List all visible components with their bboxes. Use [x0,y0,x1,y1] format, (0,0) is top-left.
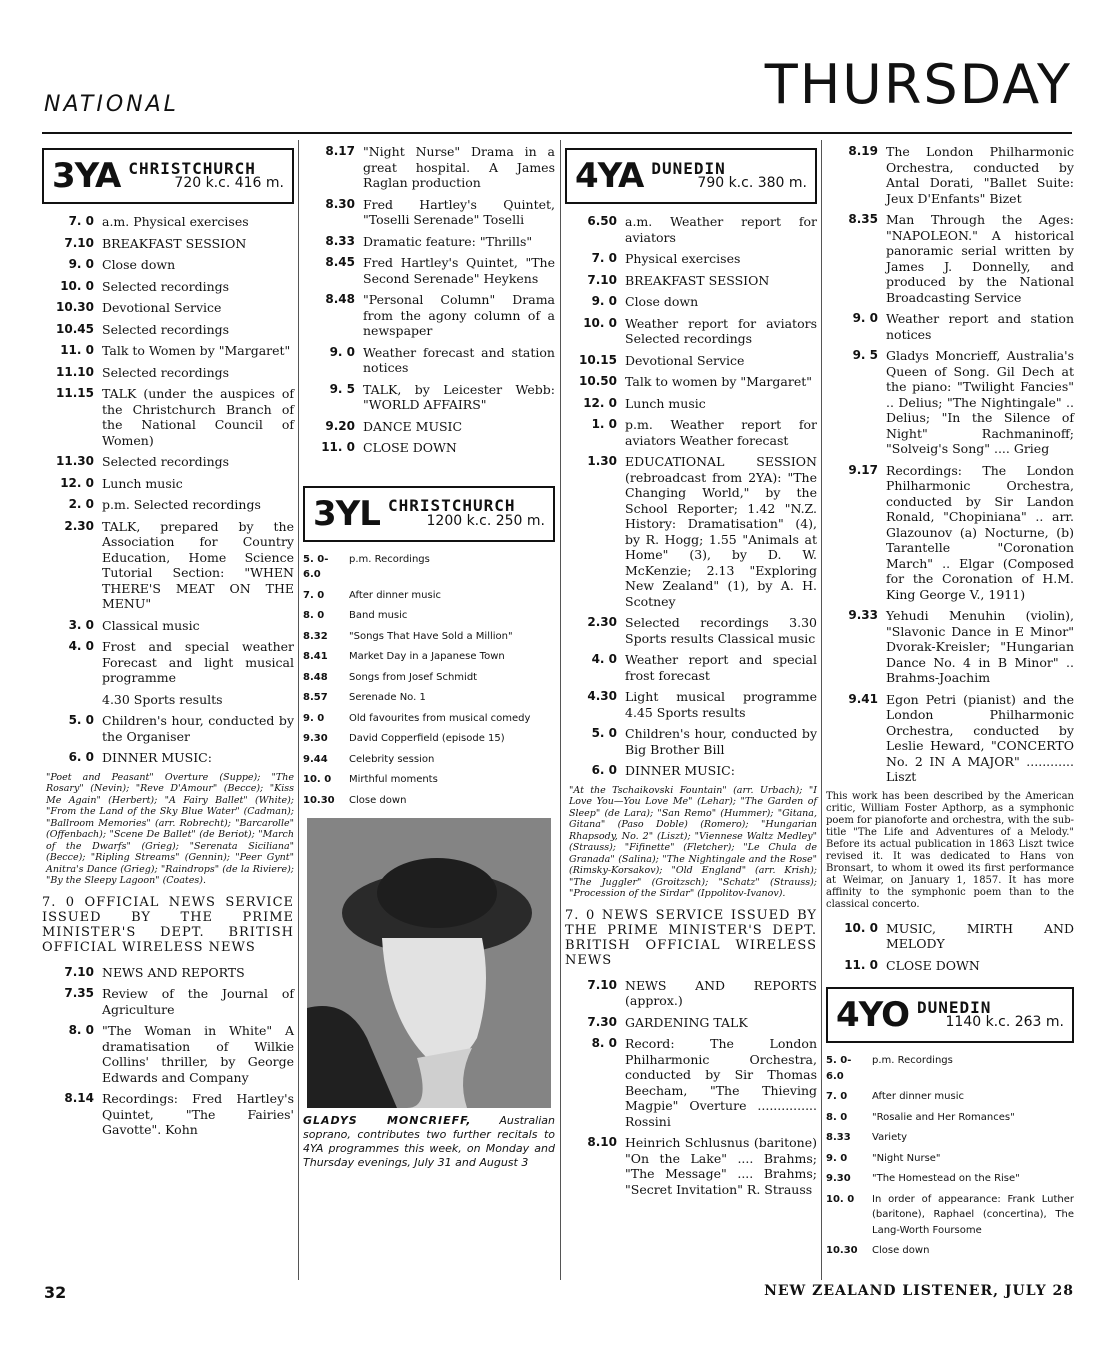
schedule-item [42,322,294,338]
schedule-description: Fred Hartley's Quintet, "Toselli Serenade" Toselli [363,196,555,227]
schedule-description: In order of appearance: Frank Luther (baritone), Raphael (concertina), The Lang-Worth Foursome [872,1193,1074,1236]
schedule-item [565,294,817,310]
schedule-description: After dinner music [872,1091,965,1102]
schedule-description: Weather report for aviators Selected recordings [625,315,817,346]
schedule-item [565,615,817,646]
schedule-description: Children's hour, conducted by Big Brother Bill [625,726,817,757]
schedule-item [303,382,555,413]
schedule-item [303,629,555,645]
schedule-time: 7.10 [64,235,94,250]
schedule-description: Light musical programme 4.45 Sports results [625,689,817,720]
schedule-time: 10.15 [579,352,617,367]
schedule-item [565,454,817,609]
schedule-time: 9.41 [848,691,878,706]
schedule-description: "Songs That Have Sold a Million" [349,630,513,642]
schedule-description: "Personal Column" Drama from the agony column of a newspaper [363,292,555,338]
schedule-time: 1.30 [587,454,617,468]
schedule-list [565,214,817,779]
schedule-item [565,374,817,390]
schedule-item [565,978,817,1009]
schedule-item [303,345,555,376]
station-box-3ya [42,148,294,204]
schedule-description: Frost and special weather Forecast and light musical programme [102,639,294,685]
schedule-time: 8.48 [303,671,328,683]
schedule-time: 9. 5 [329,381,355,396]
schedule-time: 10. 0 [303,774,332,785]
schedule-item [42,692,294,708]
schedule-item [826,212,1074,305]
schedule-time: 9.33 [848,608,878,622]
schedule-item [565,689,817,720]
schedule-time: 9.17 [848,462,878,477]
schedule-time: 2.30 [587,615,617,629]
station-box-4ya [565,148,817,204]
column-divider [821,140,822,1280]
schedule-item [303,793,555,809]
schedule-time: 7.10 [64,964,94,979]
schedule-time: 7.10 [587,977,617,992]
schedule-item [565,417,817,448]
caption-name: GLADYS MONCRIEFF, [303,1114,472,1127]
schedule-description: Selected recordings [102,321,230,337]
schedule-time [42,692,102,708]
schedule-item [42,497,294,513]
schedule-time: 8. 0 [303,610,325,621]
schedule-description: Songs from Josef Schmidt [349,671,478,683]
schedule-description: Selected recordings [102,364,230,380]
schedule-item [565,763,817,779]
schedule-time: 8.30 [325,196,355,211]
section-label: NATIONAL [44,92,179,117]
schedule-list [42,214,294,766]
schedule-time: 8.33 [325,233,355,248]
schedule-list [826,1053,1074,1259]
schedule-item [303,144,555,191]
schedule-time: 10.30 [826,1245,858,1256]
schedule-item [303,711,555,727]
schedule-time: 9. 0 [591,294,617,308]
schedule-description: Man Through the Ages: "NAPOLEON." A historical panoramic serial written by James J. Donnelly, and produced by the National Broadcasting Service [886,212,1074,305]
schedule-description: Recordings: The London Philharmonic Orchestra, conducted by Sir Landon Ronald, "Chopiniana" .. arr. Glazounov (a) Nocturne, (b) Tarantelle "Coronation March" .. Elgar (Composed for the Coronation of H.M. King George V., 1911) [886,462,1074,602]
schedule-item [303,552,555,583]
schedule-item [42,1023,294,1085]
schedule-time: 9. 0 [852,311,878,325]
schedule-time: 8.14 [64,1091,94,1105]
schedule-item [303,649,555,665]
header-rule [42,132,1072,134]
schedule-description: Close down [102,257,176,272]
schedule-time: 9.30 [303,733,328,744]
schedule-item [42,454,294,470]
schedule-description: Weather forecast and station notices [363,344,555,375]
schedule-item [303,752,555,768]
station-callsign: 3YA [52,156,121,196]
schedule-item [42,343,294,359]
schedule-item [303,690,555,706]
schedule-item [42,214,294,230]
schedule-item [303,419,555,435]
schedule-time: 8.41 [303,651,328,662]
schedule-description: 4.30 Sports results [102,691,223,707]
schedule-item [826,1053,1074,1084]
schedule-description: Old favourites from musical comedy [349,712,531,724]
schedule-item [42,365,294,381]
schedule-description: Heinrich Schlusnus (baritone) "On the Lake" .... Brahms; "The Message" .... Brahms; "Secret Invitation" R. Strauss [625,1135,817,1197]
station-box-4yo [826,987,1074,1043]
schedule-description: MUSIC, MIRTH AND MELODY [886,920,1074,951]
schedule-time: 11.10 [56,364,94,379]
schedule-time: 8.17 [325,144,355,158]
schedule-item [565,353,817,369]
schedule-item [303,197,555,228]
schedule-item [42,1091,294,1138]
station-city: DUNEDIN [916,997,992,1017]
schedule-time: 2.30 [64,518,94,533]
schedule-description: p.m. Recordings [349,553,430,565]
schedule-item [565,1036,817,1129]
schedule-item [42,965,294,981]
station-city: DUNEDIN [651,158,726,178]
station-frequency: 1200 k.c. 250 m. [426,512,545,529]
schedule-item [42,639,294,686]
schedule-description: Serenade No. 1 [349,692,426,703]
station-frequency: 1140 k.c. 263 m. [945,1014,1064,1030]
schedule-time: 9.44 [303,753,328,765]
schedule-time: 7. 0 [303,589,325,601]
schedule-item [565,273,817,289]
schedule-description: Talk to Women by "Margaret" [102,343,291,358]
schedule-time: 6. 0 [68,750,94,764]
schedule-description: Selected recordings 3.30 Sports results Classical music [625,615,817,646]
schedule-time: 10.30 [303,794,335,806]
station-callsign: 3YL [313,493,380,534]
schedule-description: TALK (under the auspices of the Christchurch Branch of the National Council of Women) [102,386,294,448]
schedule-description: Weather report and special frost forecast [625,652,817,683]
schedule-time: 4. 0 [591,652,617,666]
schedule-item [42,713,294,744]
schedule-item [565,396,817,412]
schedule-time: 5. 0-6.0 [303,553,329,580]
schedule-time: 10.50 [579,374,617,388]
station-city: CHRISTCHURCH [387,496,516,515]
schedule-description: "Night Nurse" Drama in a great hospital. A James Raglan production [363,144,555,190]
schedule-item [303,588,555,604]
schedule-description: Weather report and station notices [886,311,1074,342]
schedule-time: 7. 0 [591,251,617,265]
schedule-item [826,1192,1074,1239]
schedule-list [565,978,817,1198]
schedule-description: Close down [625,294,699,309]
portrait-photo [307,818,551,1108]
schedule-time: 7.10 [587,272,617,287]
schedule-time: 10. 0 [583,315,617,330]
schedule-time: 10.45 [56,321,94,336]
station-box-3yl [303,486,555,542]
schedule-item [826,958,1074,974]
schedule-description: p.m. Selected recordings [102,497,261,512]
schedule-description: a.m. Weather report for aviators [625,214,817,245]
schedule-time: 10. 0 [844,920,878,935]
schedule-time: 8.57 [303,692,328,703]
schedule-item [42,386,294,448]
schedule-item [303,772,555,788]
schedule-description: Devotional Service [625,352,745,368]
schedule-description: Children's hour, conducted by the Organiser [102,713,294,744]
schedule-description: NEWS AND REPORTS (approx.) [625,977,817,1008]
schedule-item [826,1110,1074,1126]
schedule-list [303,144,555,456]
schedule-time: 10. 0 [60,278,94,293]
schedule-description: a.m. Physical exercises [102,214,249,229]
schedule-description: After dinner music [349,589,442,601]
schedule-time: 5. 0 [68,713,94,727]
publication-line: NEW ZEALAND LISTENER, JULY 28 [764,1283,1074,1299]
schedule-description: Band music [349,610,408,621]
schedule-item [303,292,555,339]
schedule-time: 7.30 [587,1014,617,1029]
station-city: CHRISTCHURCH [128,158,256,178]
schedule-description: Dramatic feature: "Thrills" [363,233,533,249]
schedule-time: 12. 0 [583,395,617,410]
schedule-description: Market Day in a Japanese Town [349,651,505,662]
schedule-item [42,236,294,252]
schedule-time: 11.15 [56,386,94,400]
schedule-description: Fred Hartley's Quintet, "The Second Serenade" Heykens [363,255,555,286]
schedule-description: Close down [349,794,407,806]
schedule-description: "Night Nurse" [872,1152,941,1164]
schedule-item [42,519,294,612]
schedule-time: 12. 0 [60,475,94,490]
schedule-description: Gladys Moncrieff, Australia's Queen of Song. Gil Dech at the piano: "Twilight Fancies" .. Delius; "The Nightingale" .. Delius; "In the Silence of Night" Rachmaninoff; "Solveig's Song" .... Grieg [886,348,1074,456]
schedule-item [42,618,294,634]
schedule-time: 9.30 [826,1173,851,1184]
schedule-description: Review of the Journal of Agriculture [102,986,294,1017]
schedule-description: Egon Petri (pianist) and the London Philharmonic Orchestra, conducted by Leslie Heward, "CONCERTO No. 2 IN A MAJOR" ............ Liszt [886,691,1074,784]
schedule-item [303,255,555,286]
schedule-time: 9. 0 [826,1152,848,1164]
schedule-description: Variety [872,1132,908,1143]
schedule-time: 8. 0 [826,1111,848,1123]
schedule-list [303,552,555,809]
schedule-description: Lunch music [625,395,706,411]
schedule-time: 11. 0 [60,343,94,357]
schedule-item [303,731,555,747]
schedule-item [42,257,294,273]
schedule-description: "The Homestead on the Rise" [872,1173,1020,1184]
schedule-item [826,1089,1074,1105]
schedule-description: Recordings: Fred Hartley's Quintet, "The Fairies' Gavotte". Kohn [102,1091,294,1137]
schedule-time: 9. 0 [68,257,94,271]
schedule-time: 8.48 [325,292,355,306]
schedule-time: 6. 0 [591,763,617,777]
schedule-item [303,670,555,686]
schedule-item [303,440,555,456]
schedule-item [565,1015,817,1031]
schedule-description: Selected recordings [102,454,230,469]
schedule-description: p.m. Recordings [872,1055,953,1066]
schedule-item [826,311,1074,342]
schedule-item [42,279,294,295]
schedule-description: Physical exercises [625,251,741,266]
day-title: THURSDAY [764,53,1072,116]
schedule-item [565,726,817,757]
station-callsign: 4YO [836,995,909,1035]
column-3ya [42,144,294,1144]
schedule-time: 11.30 [56,454,94,468]
schedule-description: Classical music [102,617,200,633]
schedule-time: 7.35 [64,986,94,1000]
column-4ya [565,144,817,1203]
station-callsign: 4YA [575,156,644,196]
schedule-item [826,608,1074,686]
schedule-description: TALK, by Leicester Webb: "WORLD AFFAIRS" [363,381,555,412]
schedule-description: CLOSE DOWN [886,957,980,973]
schedule-item [42,300,294,316]
schedule-time: 5. 0 [591,726,617,740]
schedule-time: 8.35 [848,212,878,226]
schedule-time: 8.19 [848,144,878,158]
schedule-item [565,1135,817,1197]
column-3ya-continued [303,144,555,1170]
station-frequency: 790 k.c. 380 m. [697,175,807,191]
schedule-item [303,608,555,624]
schedule-description: Talk to women by "Margaret" [625,374,812,389]
dinner-music-note: "At the Tschaikovski Fountain" (arr. Urbach); "I Love You—You Love Me" (Lehar); "The Garden of Sleep" (de Lara); "San Remo" (Hummer); "Gitana, Gitana" (Paso Doble) (Romero); "Hungarian Rhapsody, No. 2" (Liszt); "Viennese Waltz Medley" (Strauss); "Fifinette" (Fletcher); "Le Chula de Granada" (Salina); "The Nightingale and the Rose" (Rimsky-Korsakov); "Old England" (arr. Krish); "The Juggler" (Groitzsch); "Schatz" (Strauss); "Procession of the Sirdar" (Ippolitov-Ivanov). [569,784,817,899]
caption-text: Australian soprano, contributes two further recitals to 4YA programmes this week, on Monday and Thursday evenings, July 31 and August 3 [303,1114,555,1169]
schedule-item [826,1151,1074,1167]
schedule-time: 4. 0 [68,639,94,653]
schedule-item [826,463,1074,603]
schedule-item [826,1130,1074,1146]
schedule-time: 9. 0 [329,344,355,359]
schedule-description: The London Philharmonic Orchestra, conducted by Antal Dorati, "Ballet Suite: Jeux D'Enfants" Bizet [886,144,1074,206]
schedule-description: p.m. Weather report for aviators Weather forecast [625,417,817,448]
schedule-item [565,214,817,245]
schedule-description: David Copperfield (episode 15) [349,733,505,744]
schedule-time: 2. 0 [68,497,94,511]
schedule-item [826,144,1074,206]
schedule-description: EDUCATIONAL SESSION (rebroadcast from 2YA): "The Changing World," by the School Reporter; 1.42 "N.Z. History: Dramatisation" (4), by R. Hogg; 1.55 "Animals at Home" (3), by D. W. McKenzie; 2.13 "Exploring New Zealand" (1), by A. H. Scotney [625,454,817,609]
dinner-music-note: "Poet and Peasant" Overture (Suppe); "The Rosary" (Nevin); "Reve D'Amour" (Becce); "Kiss Me Again" (Herbert); "A Fairy Ballet" (White); "From the Land of the Sky Blue Water" (Cadman); "Ballroom Memories" (arr. Robrecht); "Barcarolle" (Offenbach); "Scene De Ballet" (de Beriot); "March of the Dwarfs" (Grieg); "Serenata Siciliana" (Becce); "Ripling Streams" (Gennin); "Peer Gynt" Anitra's Dance (Grieg); "Raindrops" (de la Riviere); "By the Sleepy Lagoon" (Coates). [46,771,294,886]
schedule-description: Celebrity session [349,753,435,765]
schedule-time: 8.10 [587,1135,617,1149]
column-divider [298,140,299,1280]
photo-caption [303,1114,555,1170]
schedule-item [565,251,817,267]
schedule-list [826,921,1074,974]
schedule-time: 1. 0 [591,417,617,431]
schedule-time: 7. 0 [826,1091,848,1102]
schedule-description: DINNER MUSIC: [625,763,735,778]
news-service-notice: 7. 0 NEWS SERVICE ISSUED BY THE PRIME MINISTER'S DEPT. BRITISH OFFICIAL WIRELESS NEWS [565,907,817,968]
schedule-description: BREAKFAST SESSION [625,272,770,288]
schedule-time: 9. 0 [303,712,325,724]
schedule-item [565,316,817,347]
schedule-description: Yehudi Menuhin (violin), "Slavonic Dance in E Minor" Dvorak-Kreisler; "Hungarian Dance No. 4 in B Minor" .. Brahms-Joachim [886,608,1074,685]
schedule-description: GARDENING TALK [625,1014,748,1030]
schedule-time: 8.45 [325,255,355,269]
schedule-time: 9.20 [325,418,355,433]
column-divider [560,140,561,1280]
concerto-note: This work has been described by the American critic, William Foster Apthorp, as a symphonic poem for pianoforte and orchestra, with the sub-title "The Life and Adventures of a Melody." Before its actual publication in 1863 Liszt twice revised it. It was dedicated to Hans von Bronsart, to whom it owed its first performance at Weimar, on January 1, 1857. It has more affinity to the symphonic poem than to the classical concerto. [826,790,1074,910]
schedule-description: DANCE MUSIC [363,418,463,434]
schedule-time: 8. 0 [591,1036,617,1050]
schedule-item [42,750,294,766]
schedule-item [826,1243,1074,1259]
schedule-item [826,692,1074,785]
schedule-description: Record: The London Philharmonic Orchestra, conducted by Sir Thomas Beecham, "The Thieving Magpie" Overture ............... Rossini [625,1036,817,1129]
schedule-description: Close down [872,1245,930,1256]
schedule-time: 10. 0 [826,1193,855,1205]
schedule-description: BREAKFAST SESSION [102,235,247,251]
schedule-description: CLOSE DOWN [363,440,457,455]
schedule-item [42,476,294,492]
column-4ya-continued [826,144,1074,1264]
schedule-time: 4.30 [587,689,617,703]
schedule-time: 8.33 [826,1132,851,1143]
schedule-description: TALK, prepared by the Association for Country Education, Home Science Tutorial Section: "WHEN THERE'S MEAT ON THE MENU" [102,518,294,611]
schedule-time: 6.50 [587,214,617,228]
page-number: 32 [44,1283,67,1302]
schedule-description: DINNER MUSIC: [102,750,212,765]
schedule-list [42,965,294,1138]
station-frequency: 720 k.c. 416 m. [174,175,284,191]
schedule-list [826,144,1074,785]
schedule-description: "Rosalie and Her Romances" [872,1111,1015,1123]
schedule-time: 8.32 [303,630,328,642]
schedule-description: Lunch music [102,475,183,491]
schedule-time: 7. 0 [68,214,94,228]
schedule-item [565,652,817,683]
schedule-time: 10.30 [56,300,94,314]
schedule-time: 11. 0 [844,957,878,972]
schedule-item [42,986,294,1017]
schedule-description: NEWS AND REPORTS [102,964,245,980]
schedule-item [826,1171,1074,1187]
schedule-time: 9. 5 [852,348,878,362]
schedule-item [826,921,1074,952]
schedule-item [826,348,1074,457]
schedule-time: 11. 0 [321,440,355,454]
schedule-description: Devotional Service [102,300,222,315]
news-service-notice: 7. 0 OFFICIAL NEWS SERVICE ISSUED BY THE PRIME MINISTER'S DEPT. BRITISH OFFICIAL WIRELESS NEWS [42,894,294,955]
schedule-time: 8. 0 [68,1023,94,1037]
schedule-description: Selected recordings [102,278,230,294]
schedule-item [303,234,555,250]
schedule-description: "The Woman in White" A dramatisation of Wilkie Collins' thriller, by George Edwards and Company [102,1023,294,1085]
schedule-time: 3. 0 [68,617,94,632]
schedule-time: 5. 0-6.0 [826,1055,852,1082]
schedule-description: Mirthful moments [349,774,438,785]
